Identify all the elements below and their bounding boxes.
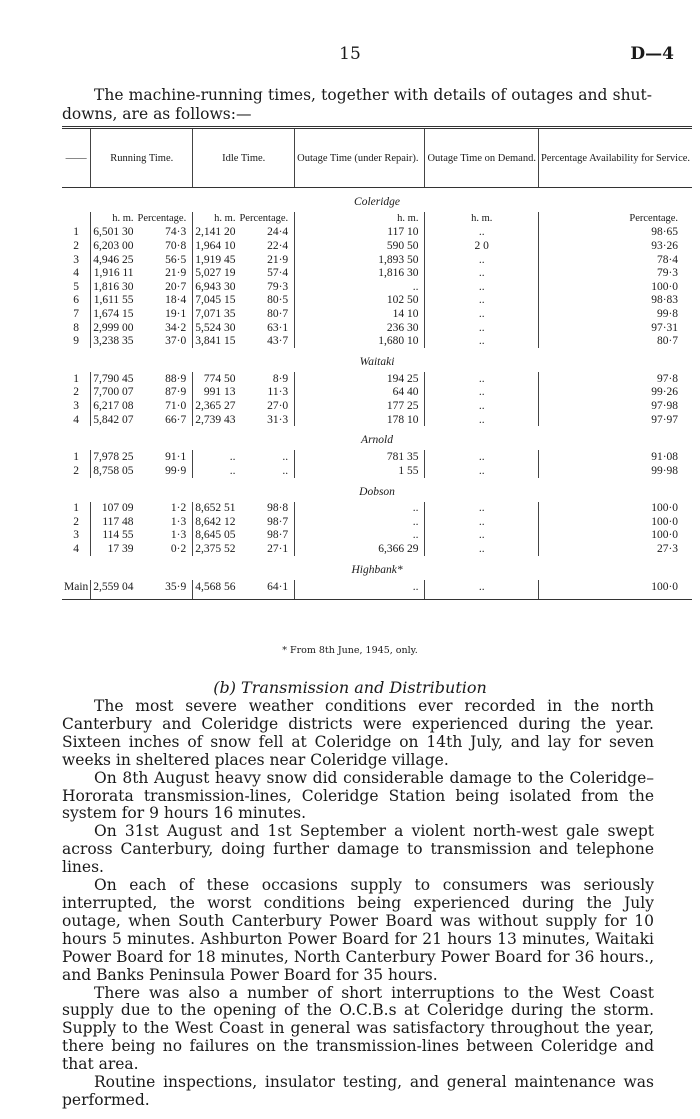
outage-demand-cell: .. [425,321,539,335]
running-time-cell: 7,700 07 [91,386,136,400]
idle-pct-cell: 43·7 [267,335,289,348]
idle-time-cell: 5,524 30 [193,321,238,335]
availability-cell: 99·8 [538,307,692,321]
running-time-cell: 117 48 [91,515,136,529]
table-row [62,542,692,556]
running-pct-cell: 87·9 [165,386,187,399]
unit-cell: 4 [73,413,80,426]
unit-label: h. m. [91,212,136,226]
paragraph: On 8th August heavy snow did considerable damage to the Coleridge–Hororata transmission-lines, Coleridge Station being isolated from the system for 9 hours 16 minutes. [62,768,654,823]
running-pct-cell: 1·3 [170,515,187,528]
idle-time-cell: 7,071 35 [193,307,238,321]
unit-label [62,212,91,226]
outage-demand-cell: .. [425,464,539,478]
idle-pct-cell: 24·4 [267,226,289,239]
table-row [62,307,692,321]
availability-cell: 97·31 [538,321,692,335]
running-time-cell: 6,501 30 [91,226,136,240]
outage-repair-cell: 194 25 [295,372,425,386]
idle-pct-cell: 21·9 [267,253,289,266]
outage-repair-cell: 1,816 30 [295,266,425,280]
outage-repair-cell: 781 35 [295,450,425,464]
availability-cell: 98·83 [538,294,692,308]
idle-pct-cell: 98·7 [267,515,289,528]
idle-pct-cell: 80·7 [267,307,289,320]
outage-demand-cell: .. [425,372,539,386]
paragraph: The most severe weather conditions ever recorded in the north Canterbury and Coleridge districts were experienced during the year. Sixteen inches of snow fell at Coleridge on 14th July, and lay for seven weeks in sheltered places near Coleridge village. [62,697,654,769]
unit-cell: 2 [73,386,80,399]
availability-cell: 97·8 [538,372,692,386]
outage-demand-cell: .. [425,226,539,240]
station-name: Highbank* [351,563,403,576]
availability-cell: 97·97 [538,413,692,427]
idle-time-cell: 6,943 30 [193,280,238,294]
outage-repair-cell: 177 25 [295,399,425,413]
outage-demand-cell: .. [425,413,539,427]
running-pct-cell: 34·2 [165,321,187,334]
col-outage-demand: Outage Time on Demand. [425,128,539,188]
outage-repair-cell: .. [295,502,425,516]
running-pct-cell: 19·1 [165,307,187,320]
running-pct-cell: 0·2 [170,543,187,556]
running-time-cell: 5,842 07 [91,413,136,427]
unit-cell: 1 [73,502,80,515]
idle-time-cell: 2,739 43 [193,413,238,427]
unit-cell: 1 [73,451,80,464]
unit-cell: 5 [73,280,80,293]
col-availability: Percentage Availability for Service. [538,128,692,188]
idle-time-cell: 2,365 27 [193,399,238,413]
table-row [62,321,692,335]
table-row [62,399,692,413]
station-name: Waitaki [359,355,395,368]
availability-cell: 80·7 [538,334,692,348]
outage-demand-cell: .. [425,502,539,516]
running-pct-cell: 35·9 [136,580,193,600]
page-number: 15 [339,44,361,64]
table-row [62,413,692,427]
idle-time-cell: 8,642 12 [193,515,238,529]
unit-cell: 1 [73,226,80,239]
unit-cell: 1 [73,372,80,385]
running-time-cell: 1,916 11 [91,266,136,280]
unit-label: Percentage. [239,213,289,225]
station-name: Dobson [359,485,395,498]
table-row [62,386,692,400]
table-row [62,580,692,600]
outage-demand-cell: .. [425,253,539,267]
outage-repair-cell: 1,893 50 [295,253,425,267]
outage-demand-cell: .. [425,515,539,529]
running-pct-cell: 71·0 [165,399,187,412]
unit-cell: Main [62,580,91,600]
unit-cell: 3 [73,253,80,266]
availability-cell: 99·98 [538,464,692,478]
availability-cell: 100·0 [538,280,692,294]
unit-label: h. m. [425,212,539,226]
running-time-cell: 1,611 55 [91,294,136,308]
outage-demand-cell: .. [425,542,539,556]
availability-cell: 100·0 [538,515,692,529]
idle-time-cell: 8,645 05 [193,529,238,543]
table-row [62,280,692,294]
body-text [62,698,654,1110]
running-pct-cell: 56·5 [165,253,187,266]
availability-cell: 100·0 [538,502,692,516]
unit-cell: 2 [73,239,80,252]
unit-cell: 4 [73,267,80,280]
availability-cell: 97·98 [538,399,692,413]
table-row [62,372,692,386]
idle-pct-cell: 63·1 [267,321,289,334]
availability-cell: 79·3 [538,266,692,280]
idle-pct-cell: 27·1 [267,543,289,556]
table-row [62,515,692,529]
idle-pct-cell: 22·4 [267,239,289,252]
availability-cell: 100·0 [538,580,692,600]
outage-repair-cell: .. [295,280,425,294]
idle-time-cell: .. [193,464,238,478]
idle-pct-cell: 98·7 [267,529,289,542]
idle-pct-cell: 11·3 [267,386,289,399]
availability-cell: 100·0 [538,529,692,543]
units-row [62,212,692,226]
idle-pct-cell: 79·3 [267,280,289,293]
idle-time-cell: 1,919 45 [193,253,238,267]
table-row [62,253,692,267]
outage-demand-cell: .. [425,399,539,413]
table-footnote: * From 8th June, 1945, only. [282,645,418,656]
running-time-cell: 3,238 35 [91,334,136,348]
table-row [62,529,692,543]
outage-demand-cell: .. [425,334,539,348]
idle-time-cell: 991 13 [193,386,238,400]
machine-running-times-table [62,126,692,600]
outage-demand-cell: .. [425,450,539,464]
outage-repair-cell: 117 10 [295,226,425,240]
unit-label: h. m. [295,212,425,226]
availability-cell: 93·26 [538,239,692,253]
availability-cell: 27·3 [538,542,692,556]
station-header-row [62,478,692,502]
running-pct-cell: 70·8 [165,239,187,252]
idle-time-cell: .. [193,450,238,464]
col-idle-time: Idle Time. [193,128,295,188]
outage-repair-cell: 236 30 [295,321,425,335]
running-pct-cell: 1·3 [170,529,187,542]
running-time-cell: 2,999 00 [91,321,136,335]
running-pct-cell: 66·7 [165,413,187,426]
availability-cell: 78·4 [538,253,692,267]
unit-label: h. m. [193,212,238,226]
availability-cell: 98·65 [538,226,692,240]
idle-time-cell: 8,652 51 [193,502,238,516]
running-time-cell: 1,816 30 [91,280,136,294]
paragraph: On 31st August and 1st September a violent north-west gale swept across Canterbury, doing further damage to transmission and telephone lines. [62,822,654,877]
running-time-cell: 1,674 15 [91,307,136,321]
running-time-cell: 6,217 08 [91,399,136,413]
outage-demand-cell: .. [425,280,539,294]
station-name: Coleridge [354,196,401,208]
idle-time-cell: 4,568 56 [193,580,238,600]
running-pct-cell: 91·1 [165,451,187,464]
outage-repair-cell: 590 50 [295,239,425,253]
running-pct-cell: 37·0 [165,335,187,348]
outage-demand-cell: .. [425,386,539,400]
unit-cell: 7 [73,307,80,320]
running-time-cell: 7,790 45 [91,372,136,386]
running-time-cell: 8,758 05 [91,464,136,478]
idle-pct-cell: 31·3 [267,413,289,426]
col-unit: —— [62,128,91,188]
paragraph: On each of these occasions supply to consumers was seriously interrupted, the worst conditions being experienced during the July outage, when South Canterbury Power Board was without supply for 10 hours 5 minutes. Ashburton Power Board for 21 hours 13 minutes, Waitaki Power Board for 18 minutes, North Canterbury Power Board for 36 hours., and Banks Peninsula Power Board for 35 hours. [62,876,654,984]
idle-time-cell: 3,841 15 [193,334,238,348]
outage-demand-cell: .. [425,580,539,600]
unit-label: Percentage. [538,212,692,226]
idle-pct-cell: 64·1 [237,580,294,600]
idle-time-cell: 774 50 [193,372,238,386]
running-time-cell: 107 09 [91,502,136,516]
paragraph: There was also a number of short interruptions to the West Coast supply due to the opening of the O.C.B.s at Coleridge during the storm. Supply to the West Coast in general was satisfactory throughout the year, there being no failures on the transmission-lines between Coleridge and that area. [62,983,654,1074]
availability-cell: 99·26 [538,386,692,400]
idle-pct-cell: 8·9 [272,372,289,385]
station-header-row [62,426,692,450]
running-time-cell: 6,203 00 [91,239,136,253]
unit-cell: 2 [73,464,80,477]
outage-repair-cell: 1,680 10 [295,334,425,348]
idle-time-cell: 1,964 10 [193,239,238,253]
table-row [62,464,692,478]
running-time-cell: 17 39 [91,542,136,556]
outage-demand-cell: 2 0 [425,239,539,253]
running-pct-cell: 74·3 [165,226,187,239]
idle-time-cell: 7,045 15 [193,294,238,308]
running-pct-cell: 20·7 [165,280,187,293]
section-heading: (b) Transmission and Distribution [213,678,487,697]
running-pct-cell: 21·9 [165,267,187,280]
outage-demand-cell: .. [425,307,539,321]
table-row [62,266,692,280]
idle-pct-cell: .. [282,451,289,464]
idle-pct-cell: .. [282,464,289,477]
unit-label: Percentage. [137,213,187,225]
running-pct-cell: 1·2 [170,502,187,515]
unit-cell: 4 [73,543,80,556]
running-time-cell: 4,946 25 [91,253,136,267]
idle-pct-cell: 57·4 [267,267,289,280]
table-body [62,188,692,600]
document-reference: D—4 [630,44,674,64]
paragraph: Routine inspections, insulator testing, and general maintenance was performed. [62,1073,654,1109]
running-time-cell: 2,559 04 [91,580,136,600]
station-name: Arnold [361,434,393,447]
outage-repair-cell: .. [295,580,425,600]
table-row [62,502,692,516]
table-row [62,239,692,253]
unit-cell: 8 [73,321,80,334]
unit-cell: 2 [73,515,80,528]
running-pct-cell: 99·9 [165,464,187,477]
unit-cell: 6 [73,294,80,307]
outage-demand-cell: .. [425,266,539,280]
idle-time-cell: 5,027 19 [193,266,238,280]
outage-repair-cell: 64 40 [295,386,425,400]
table-row [62,450,692,464]
outage-demand-cell: .. [425,529,539,543]
idle-time-cell: 2,141 20 [193,226,238,240]
intro-paragraph: The machine-running times, together with details of outages and shut-downs, are as follows:— [62,86,652,123]
outage-repair-cell: 1 55 [295,464,425,478]
idle-time-cell: 2,375 52 [193,542,238,556]
availability-cell: 91·08 [538,450,692,464]
outage-repair-cell: 102 50 [295,294,425,308]
outage-repair-cell: .. [295,515,425,529]
unit-cell: 3 [73,399,80,412]
running-time-cell: 7,978 25 [91,450,136,464]
outage-repair-cell: .. [295,529,425,543]
station-header-row [62,556,692,580]
unit-cell: 3 [73,529,80,542]
running-time-cell: 114 55 [91,529,136,543]
station-header-row [62,188,692,213]
col-outage-repair: Outage Time (under Repair). [295,128,425,188]
outage-demand-cell: .. [425,294,539,308]
outage-repair-cell: 14 10 [295,307,425,321]
outage-repair-cell: 6,366 29 [295,542,425,556]
unit-cell: 9 [73,335,80,348]
idle-pct-cell: 80·5 [267,294,289,307]
idle-pct-cell: 98·8 [267,502,289,515]
station-header-row [62,348,692,372]
running-pct-cell: 18·4 [165,294,187,307]
col-running-time: Running Time. [91,128,193,188]
running-pct-cell: 88·9 [165,372,187,385]
table-row [62,334,692,348]
table-row [62,294,692,308]
idle-pct-cell: 27·0 [267,399,289,412]
outage-repair-cell: 178 10 [295,413,425,427]
table-row [62,226,692,240]
